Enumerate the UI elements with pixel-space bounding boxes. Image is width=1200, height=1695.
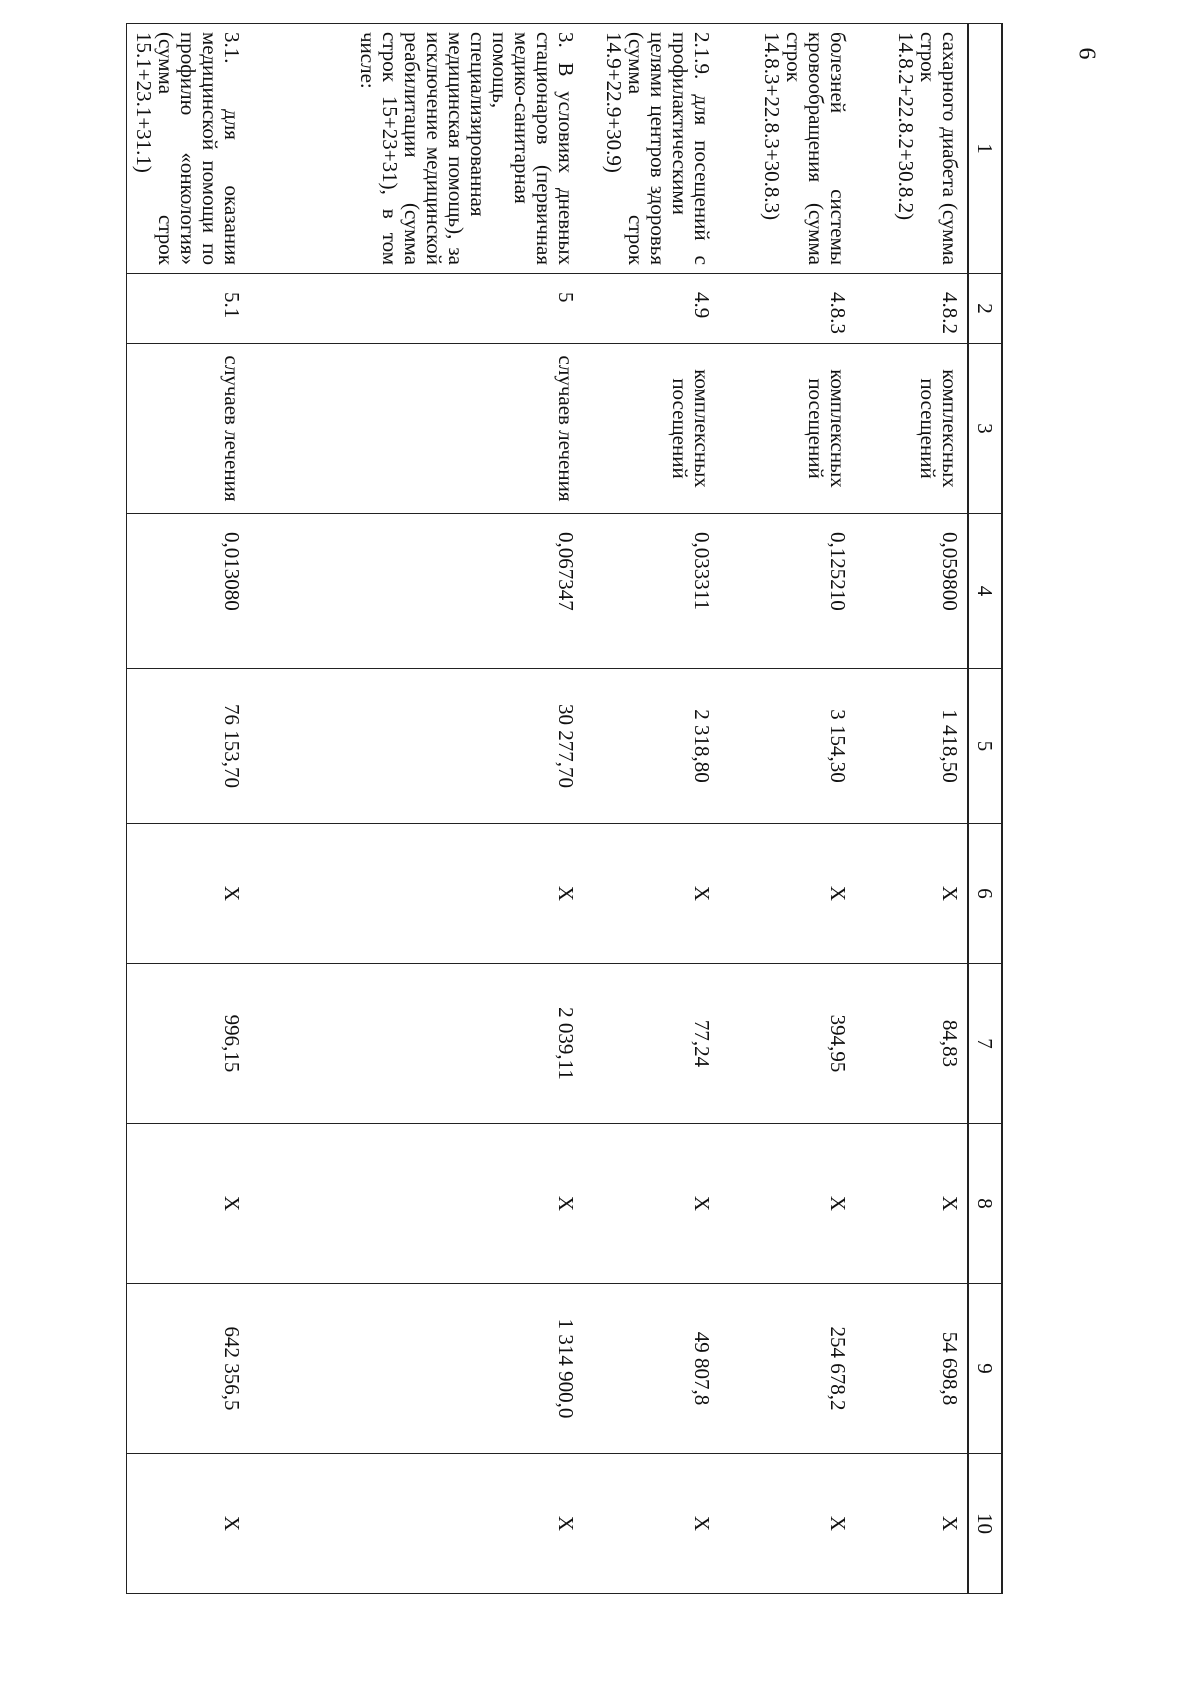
- table-row: [719, 24, 855, 1594]
- row-col7: 996,15: [126, 964, 249, 1124]
- row-name: 3.1. для оказания медицинской помощи по профилю «онкология» (сумма строк 15.1+23.1+31.1): [126, 24, 249, 274]
- header-col-9: 9: [968, 1284, 1002, 1454]
- row-col10: X: [249, 1454, 583, 1594]
- row-col5: 3 154,30: [719, 669, 855, 824]
- header-col-8: 8: [968, 1124, 1002, 1284]
- row-col8: X: [249, 1124, 583, 1284]
- row-unit: комплексных посещений: [583, 344, 719, 514]
- row-unit: комплексных посещений: [855, 344, 968, 514]
- header-col-3: 3: [968, 344, 1002, 514]
- row-col10: X: [719, 1454, 855, 1594]
- table-row: [126, 24, 249, 1594]
- row-col5: 30 277,70: [249, 669, 583, 824]
- row-col9: 254 678,2: [719, 1284, 855, 1454]
- row-col6: X: [855, 824, 968, 964]
- row-col6: X: [126, 824, 249, 964]
- page-number: 6: [1073, 47, 1100, 60]
- row-col10: X: [583, 1454, 719, 1594]
- row-col10: X: [126, 1454, 249, 1594]
- row-col6: X: [719, 824, 855, 964]
- data-table: [126, 23, 1003, 1594]
- row-name: болезней системы кровообращения (сумма строк 14.8.3+22.8.3+30.8.3): [719, 24, 855, 274]
- row-unit: случаев лечения: [249, 344, 583, 514]
- row-col8: X: [855, 1124, 968, 1284]
- row-col7: 2 039,11: [249, 964, 583, 1124]
- header-col-4: 4: [968, 514, 1002, 669]
- header-col-1: 1: [968, 24, 1002, 274]
- row-code: 5: [249, 274, 583, 344]
- row-code: 4.9: [583, 274, 719, 344]
- table-row: [855, 24, 968, 1594]
- table-row: [583, 24, 719, 1594]
- header-row: [968, 24, 1002, 1594]
- row-unit: случаев лечения: [126, 344, 249, 514]
- header-col-5: 5: [968, 669, 1002, 824]
- row-col7: 77,24: [583, 964, 719, 1124]
- row-code: 4.8.3: [719, 274, 855, 344]
- row-col8: X: [583, 1124, 719, 1284]
- header-col-7: 7: [968, 964, 1002, 1124]
- row-col8: X: [126, 1124, 249, 1284]
- row-code: 4.8.2: [855, 274, 968, 344]
- header-col-2: 2: [968, 274, 1002, 344]
- row-name: 2.1.9. для посещений с профилактическими целями центров здоровья (сумма строк 14.9+22.9+30.9): [583, 24, 719, 274]
- row-col8: X: [719, 1124, 855, 1284]
- table-row: [249, 24, 583, 1594]
- row-name: 3. В условиях дневных стационаров (первичная медико-санитарная помощь, специализированная медицинская помощь), за исключение медицинской реабилитации (сумма строк 15+23+31), в том числе:: [249, 24, 583, 274]
- row-col4: 0,033311: [583, 514, 719, 669]
- row-col4: 0,059800: [855, 514, 968, 669]
- row-col5: 76 153,70: [126, 669, 249, 824]
- header-col-6: 6: [968, 824, 1002, 964]
- row-col7: 84,83: [855, 964, 968, 1124]
- rotated-table-sheet: [131, 23, 1003, 1593]
- row-col10: X: [855, 1454, 968, 1594]
- row-col6: X: [249, 824, 583, 964]
- row-col6: X: [583, 824, 719, 964]
- row-col4: 0,125210: [719, 514, 855, 669]
- row-col9: 49 807,8: [583, 1284, 719, 1454]
- row-col9: 642 356,5: [126, 1284, 249, 1454]
- header-col-10: 10: [968, 1454, 1002, 1594]
- row-col9: 1 314 900,0: [249, 1284, 583, 1454]
- row-col9: 54 698,8: [855, 1284, 968, 1454]
- row-col5: 2 318,80: [583, 669, 719, 824]
- row-name: сахарного диабета (сумма строк 14.8.2+22.8.2+30.8.2): [855, 24, 968, 274]
- row-col4: 0,013080: [126, 514, 249, 669]
- row-col4: 0,067347: [249, 514, 583, 669]
- row-col5: 1 418,50: [855, 669, 968, 824]
- row-code: 5.1: [126, 274, 249, 344]
- row-col7: 394,95: [719, 964, 855, 1124]
- row-unit: комплексных посещений: [719, 344, 855, 514]
